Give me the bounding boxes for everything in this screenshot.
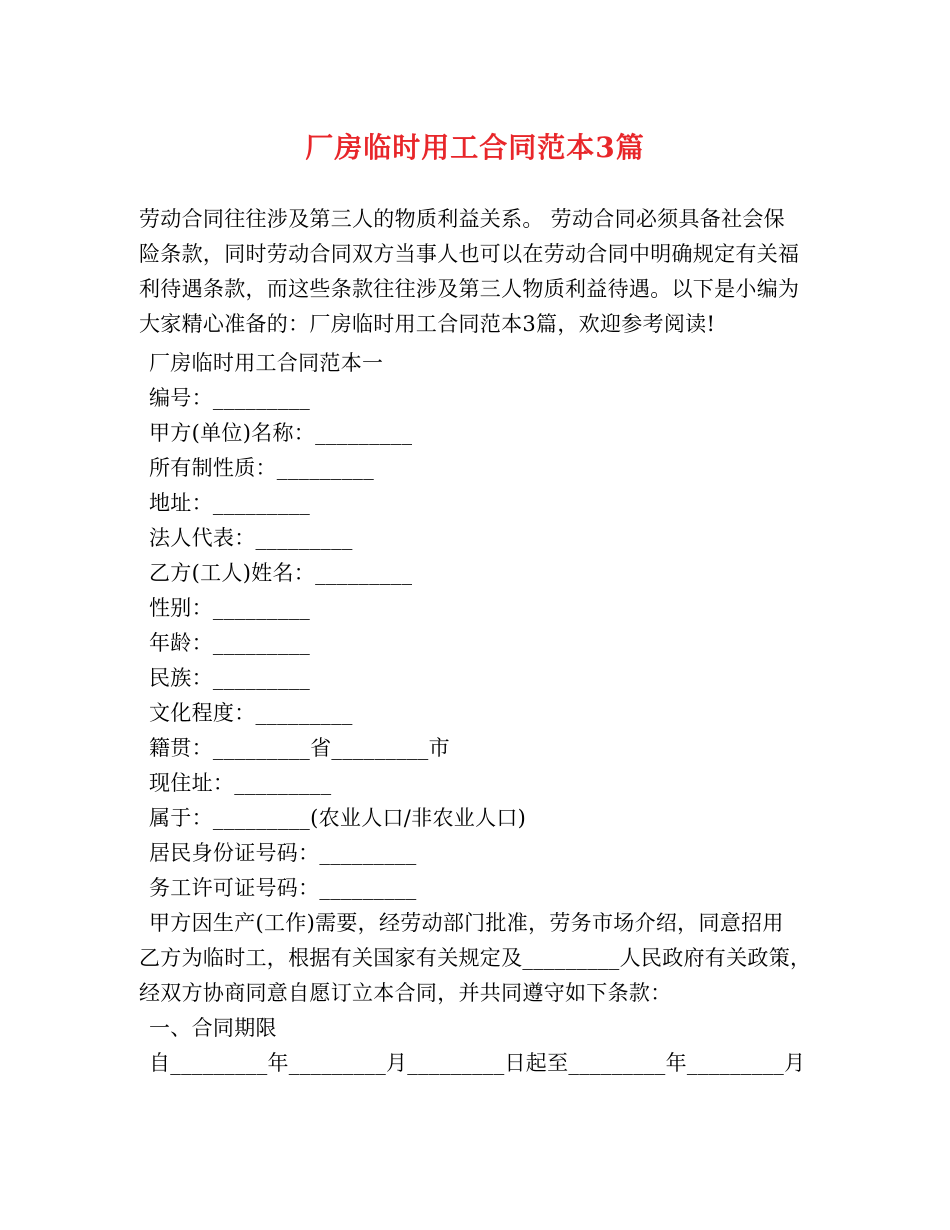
form-field-line: 籍贯：_________省_________市 [149,736,450,760]
form-field-line: 甲方(单位)名称：_________ [149,421,413,445]
form-field-line: 民族：_________ [149,666,311,690]
form-field-line: 性别：_________ [149,596,311,620]
paragraph-line: 自_________年_________月_________日起至_________年_________月 [149,1051,806,1075]
form-field-line: 年龄：_________ [149,631,311,655]
form-field-line: 文化程度：_________ [149,701,353,725]
form-field-line: 所有制性质：_________ [149,456,374,480]
document-title: 厂房临时用工合同范本3篇 [305,131,645,164]
form-field-line: 现住址：_________ [149,771,332,795]
form-field-line: 编号：_________ [149,386,311,410]
paragraph-line: 经双方协商同意自愿订立本合同，并共同遵守如下条款： [139,981,672,1005]
form-field-line: 属于：_________(农业人口/非农业人口) [149,806,527,830]
intro-line: 大家精心准备的：厂房临时用工合同范本3篇，欢迎参考阅读! [139,312,716,336]
form-field-line: 务工许可证号码：_________ [149,876,417,900]
form-field-line: 地址：_________ [149,491,311,515]
intro-line: 利待遇条款，而这些条款往往涉及第三人物质利益待遇。以下是小编为 [139,277,800,301]
form-field-line: 乙方(工人)姓名：_________ [149,561,413,585]
paragraph-line: 乙方为临时工，根据有关国家有关规定及_________人民政府有关政策， [139,946,812,970]
paragraph-line: 甲方因生产(工作)需要，经劳动部门批准，劳务市场介绍，同意招用 [149,911,784,935]
section-heading: 一、合同期限 [149,1016,277,1040]
form-field-line: 法人代表：_________ [149,526,353,550]
intro-line: 劳动合同往往涉及第三人的物质利益关系。 劳动合同必须具备社会保 [139,207,785,231]
section-heading: 厂房临时用工合同范本一 [149,351,384,375]
form-field-line: 居民身份证号码：_________ [149,841,417,865]
intro-paragraph [139,202,829,342]
intro-line: 险条款，同时劳动合同双方当事人也可以在劳动合同中明确规定有关福 [139,242,800,266]
contract-body [139,346,839,1081]
